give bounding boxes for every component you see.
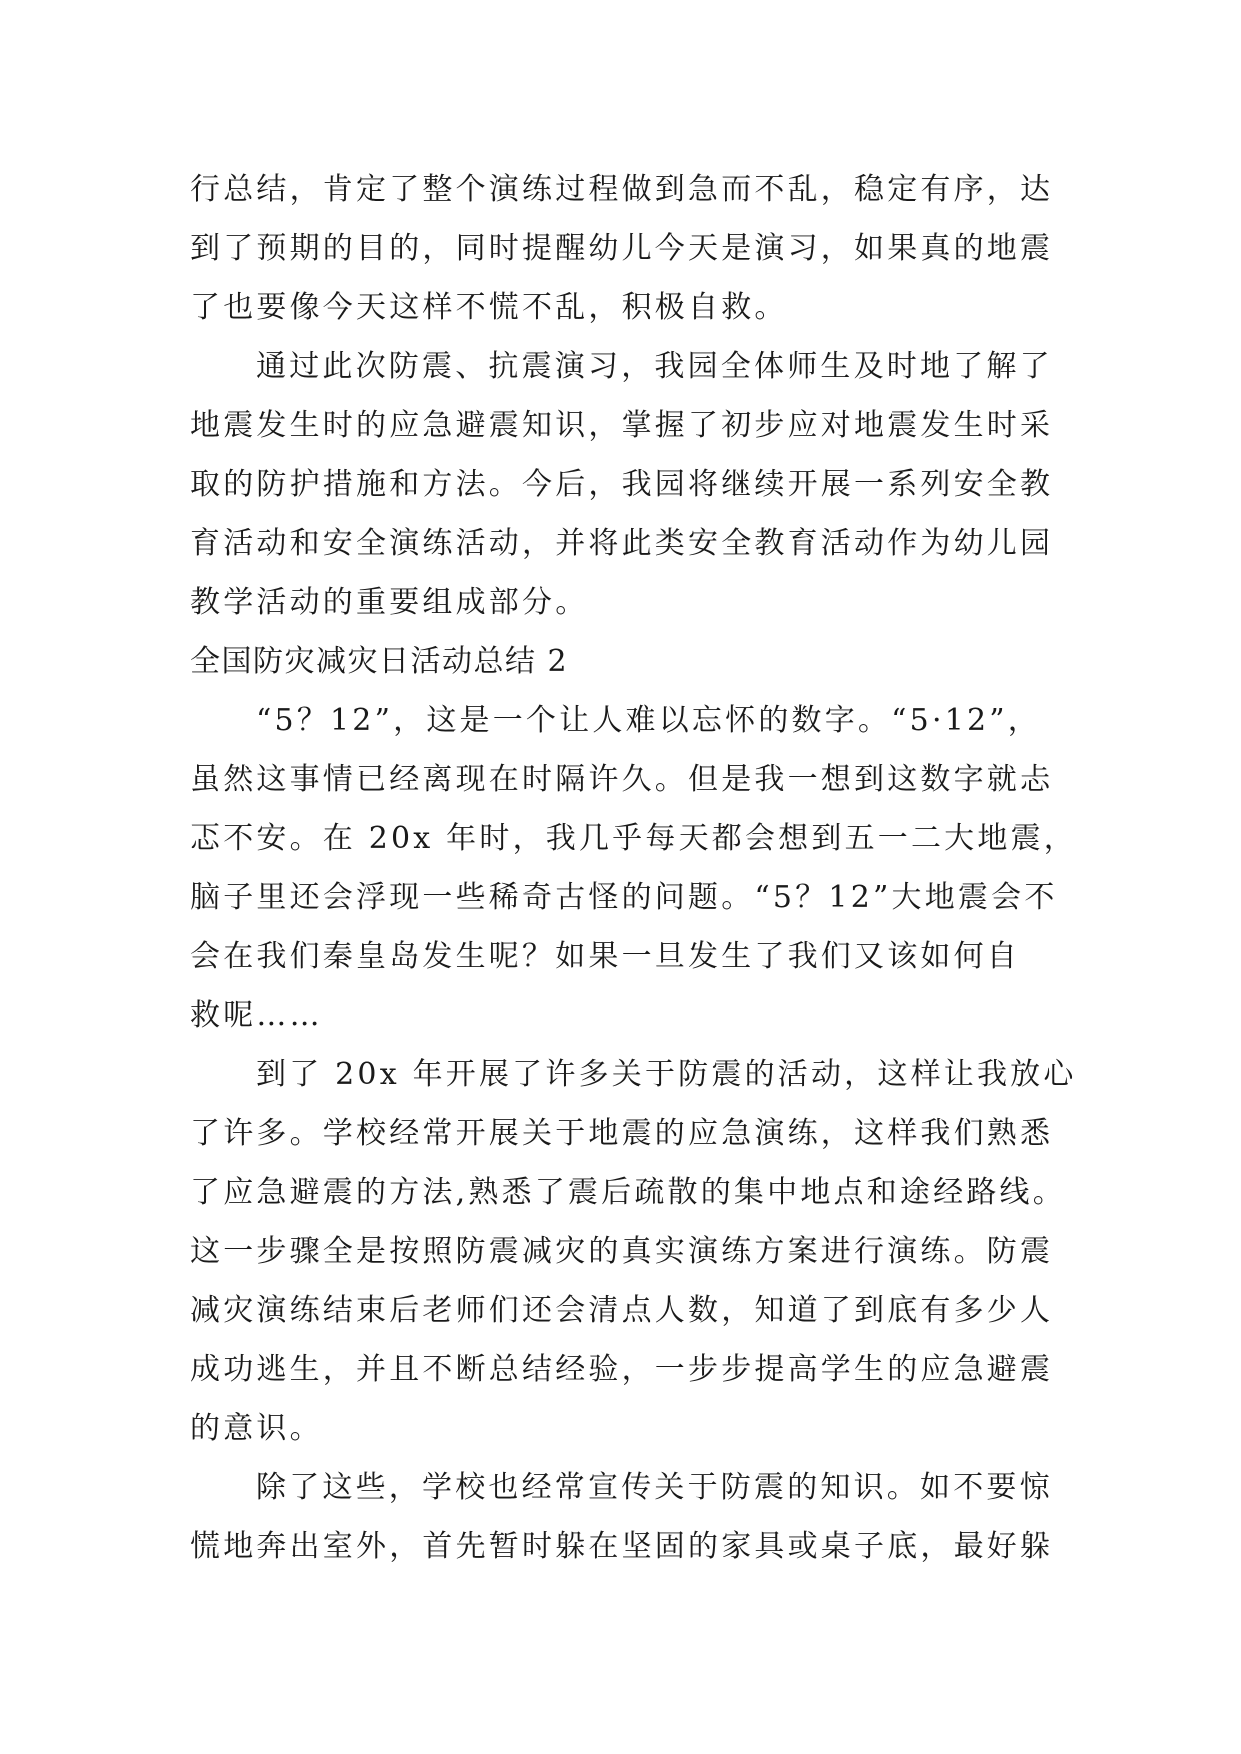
text-line: 取的防护措施和方法。今后，我园将继续开展一系列安全教 (190, 467, 1054, 502)
text-line: 的意识。 (190, 1411, 323, 1446)
document-body (190, 160, 1077, 1576)
text-line: 这一步骤全是按照防震减灾的真实演练方案进行演练。防震 (190, 1234, 1054, 1269)
section-heading: 全国防灾减灾日活动总结 2 (190, 644, 569, 679)
text-line: 了许多。学校经常开展关于地震的应急演练，这样我们熟悉 (190, 1116, 1054, 1151)
text-line: 教学活动的重要组成部分。 (190, 585, 589, 620)
text-line: 救呢…… (190, 998, 323, 1033)
text-line: 行总结，肯定了整个演练过程做到急而不乱，稳定有序，达 (190, 172, 1054, 207)
paragraph-first-line: 除了这些，学校也经常宣传关于防震的知识。如不要惊 (256, 1470, 1053, 1505)
text-line: 忑不安。在 20x 年时，我几乎每天都会想到五一二大地震， (190, 821, 1077, 856)
text-line: 会在我们秦皇岛发生呢？如果一旦发生了我们又该如何自 (190, 939, 1020, 974)
text-line: 减灾演练结束后老师们还会清点人数，知道了到底有多少人 (190, 1293, 1054, 1328)
text-line: 了也要像今天这样不慌不乱，积极自救。 (190, 290, 788, 325)
text-line: 脑子里还会浮现一些稀奇古怪的问题。“5？12”大地震会不 (190, 880, 1058, 915)
text-line: 到了预期的目的，同时提醒幼儿今天是演习，如果真的地震 (190, 231, 1054, 266)
text-line: 虽然这事情已经离现在时隔许久。但是我一想到这数字就忐 (190, 762, 1054, 797)
text-line: 成功逃生，并且不断总结经验，一步步提高学生的应急避震 (190, 1352, 1054, 1387)
text-line: 育活动和安全演练活动，并将此类安全教育活动作为幼儿园 (190, 526, 1054, 561)
text-line: 了应急避震的方法,熟悉了震后疏散的集中地点和途经路线。 (190, 1175, 1066, 1210)
text-line: 慌地奔出室外，首先暂时躲在坚固的家具或桌子底，最好躲 (190, 1529, 1054, 1564)
text-line: 地震发生时的应急避震知识，掌握了初步应对地震发生时采 (190, 408, 1054, 443)
paragraph-first-line: 通过此次防震、抗震演习，我园全体师生及时地了解了 (256, 349, 1053, 384)
paragraph-first-line: “5？12”，这是一个让人难以忘怀的数字。“5·12”， (256, 703, 1042, 738)
paragraph-first-line: 到了 20x 年开展了许多关于防震的活动，这样让我放心 (256, 1057, 1077, 1092)
